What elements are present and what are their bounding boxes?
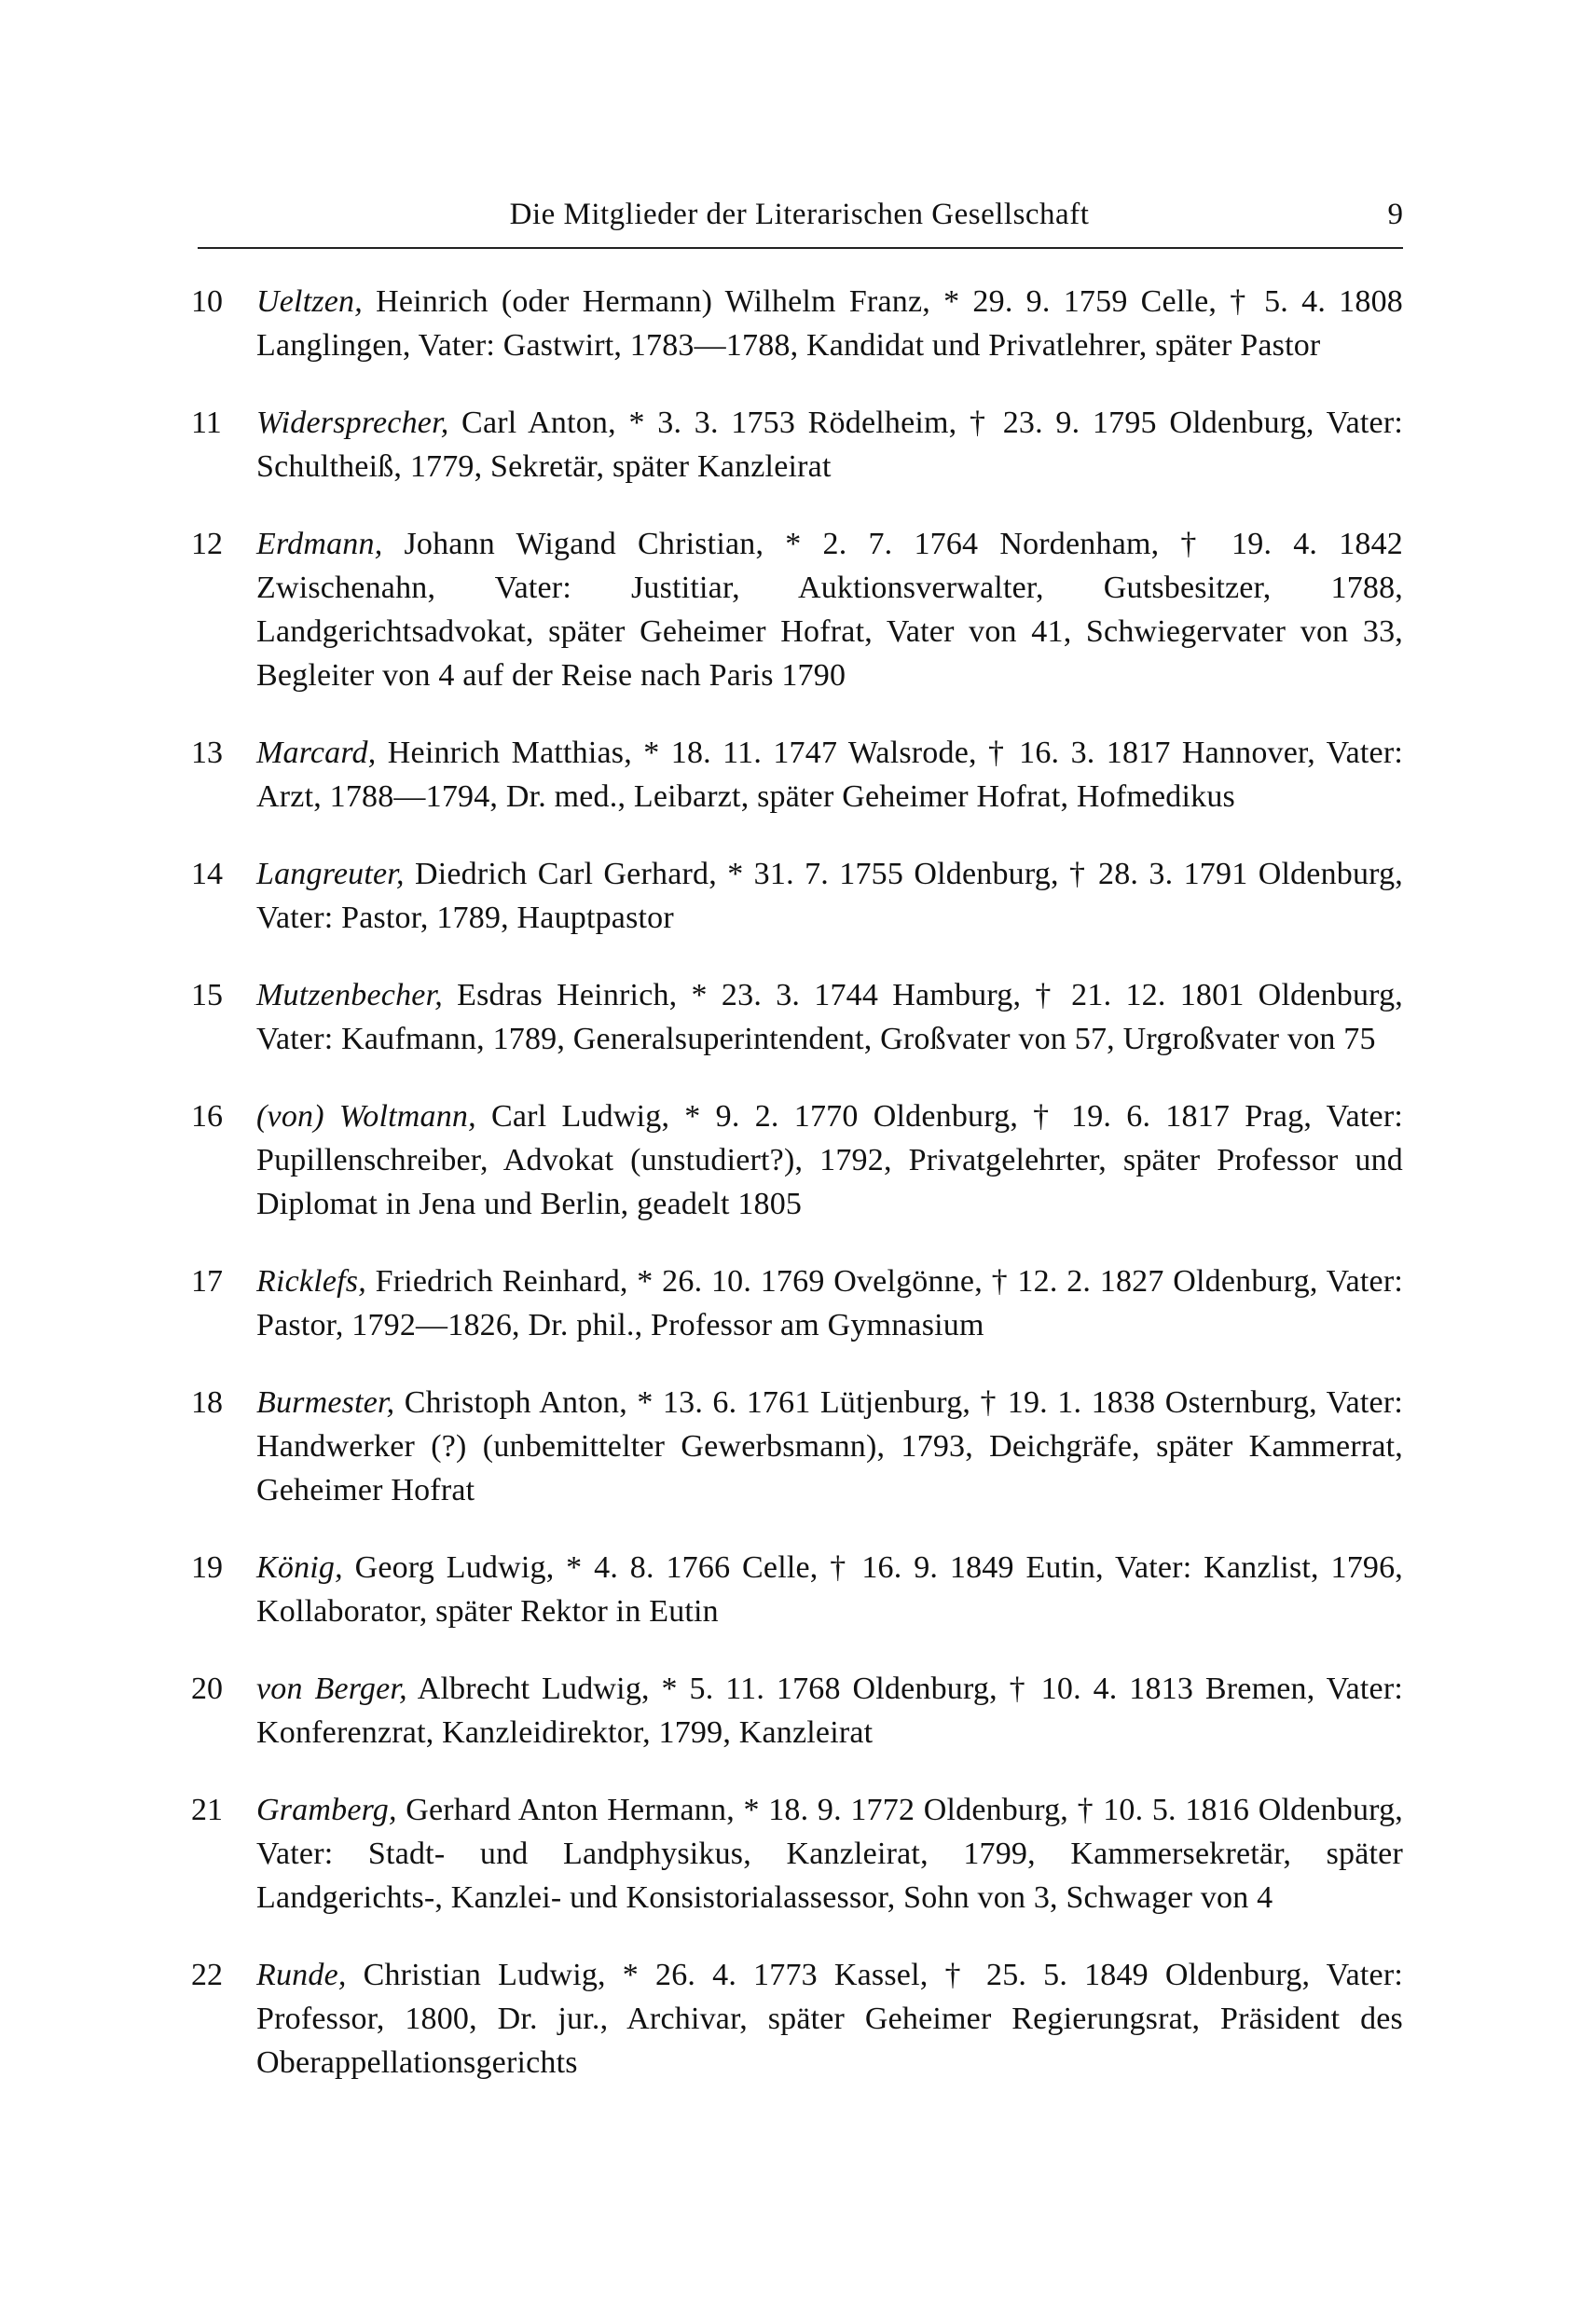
entry-text [256, 973, 1403, 1061]
entry-details: Georg Ludwig, * 4. 8. 1766 Celle, † 16. 9. 1849 Eutin, Vater: Kanzlist, 1796, Kollaborator, später Rektor in Eutin [256, 1550, 1403, 1629]
member-entry [191, 1667, 1403, 1755]
page-number: 9 [1387, 198, 1403, 231]
entry-number: 13 [191, 736, 223, 770]
entry-text [256, 1667, 1403, 1755]
member-entry [191, 522, 1403, 697]
entry-surname: von Berger, [256, 1672, 407, 1706]
member-entry [191, 1953, 1403, 2085]
entry-text [256, 1094, 1403, 1226]
entry-surname: Marcard, [256, 736, 377, 770]
entry-surname: Gramberg, [256, 1793, 397, 1827]
member-entry [191, 401, 1403, 489]
entry-text [256, 731, 1403, 819]
entry-text [256, 280, 1403, 367]
entry-text [256, 401, 1403, 489]
entry-surname: Ueltzen, [256, 284, 363, 319]
entry-number: 18 [191, 1385, 223, 1420]
entry-number: 15 [191, 978, 223, 1012]
entry-surname: Erdmann, [256, 527, 383, 561]
member-entry [191, 1381, 1403, 1512]
entry-text [256, 1381, 1403, 1512]
entry-text [256, 852, 1403, 940]
entry-surname: Mutzenbecher, [256, 978, 443, 1012]
entry-number: 19 [191, 1550, 223, 1585]
entry-details: Christian Ludwig, * 26. 4. 1773 Kassel, † 25. 5. 1849 Oldenburg, Vater: Professor, 1800, Dr. jur., Archivar, später Geheimer Regierungsrat, Präsident des Oberappellationsgerichts [256, 1958, 1403, 2080]
entry-details: Carl Anton, * 3. 3. 1753 Rödelheim, † 23. 9. 1795 Oldenburg, Vater: Schultheiß, 1779, Sekretär, später Kanzleirat [256, 406, 1403, 484]
member-list [191, 280, 1403, 2118]
entry-text [256, 1259, 1403, 1347]
entry-details: Diedrich Carl Gerhard, * 31. 7. 1755 Oldenburg, † 28. 3. 1791 Oldenburg, Vater: Pastor, 1789, Hauptpastor [256, 857, 1403, 935]
entry-number: 14 [191, 857, 223, 891]
entry-number: 21 [191, 1793, 223, 1827]
entry-surname: Runde, [256, 1958, 347, 1992]
entry-surname: Langreuter, [256, 857, 405, 891]
member-entry [191, 1094, 1403, 1226]
member-entry [191, 1546, 1403, 1633]
entry-text [256, 1546, 1403, 1633]
entry-number: 11 [191, 406, 222, 440]
member-entry [191, 852, 1403, 940]
entry-surname: (von) Woltmann, [256, 1099, 476, 1134]
entry-text [256, 522, 1403, 697]
member-entry [191, 1788, 1403, 1920]
entry-details: Friedrich Reinhard, * 26. 10. 1769 Ovelgönne, † 12. 2. 1827 Oldenburg, Vater: Pastor, 1792—1826, Dr. phil., Professor am Gymnasium [256, 1264, 1403, 1342]
running-head [196, 191, 1403, 238]
member-entry [191, 973, 1403, 1061]
entry-details: Albrecht Ludwig, * 5. 11. 1768 Oldenburg, † 10. 4. 1813 Bremen, Vater: Konferenzrat, Kanzleidirektor, 1799, Kanzleirat [256, 1672, 1403, 1750]
member-entry [191, 1259, 1403, 1347]
entry-surname: Ricklefs, [256, 1264, 366, 1299]
entry-text [256, 1788, 1403, 1920]
entry-surname: König, [256, 1550, 343, 1585]
entry-number: 10 [191, 284, 223, 319]
running-title: Die Mitglieder der Literarischen Gesellschaft [509, 198, 1090, 231]
entry-number: 20 [191, 1672, 223, 1706]
entry-number: 16 [191, 1099, 223, 1134]
entry-details: Gerhard Anton Hermann, * 18. 9. 1772 Oldenburg, † 10. 5. 1816 Oldenburg, Vater: Stadt- und Landphysikus, Kanzleirat, 1799, Kammersekretär, später Landgerichts-, Kanzlei- und Konsistorialassessor, Sohn von 3, Schwager von 4 [256, 1793, 1403, 1915]
entry-number: 12 [191, 527, 223, 561]
entry-details: Christoph Anton, * 13. 6. 1761 Lütjenburg, † 19. 1. 1838 Osternburg, Vater: Handwerker (?) (unbemittelter Gewerbsmann), 1793, Deichgräfe, später Kammerrat, Geheimer Hofrat [256, 1385, 1403, 1507]
member-entry [191, 731, 1403, 819]
entry-details: Esdras Heinrich, * 23. 3. 1744 Hamburg, † 21. 12. 1801 Oldenburg, Vater: Kaufmann, 1789, Generalsuperintendent, Großvater von 57, Urgroßvater von 75 [256, 978, 1403, 1056]
entry-surname: Burmester, [256, 1385, 395, 1420]
entry-details: Heinrich (oder Hermann) Wilhelm Franz, * 29. 9. 1759 Celle, † 5. 4. 1808 Langlingen, Vater: Gastwirt, 1783—1788, Kandidat und Privatlehrer, später Pastor [256, 284, 1403, 363]
entry-surname: Widersprecher, [256, 406, 449, 440]
entry-details: Heinrich Matthias, * 18. 11. 1747 Walsrode, † 16. 3. 1817 Hannover, Vater: Arzt, 1788—1794, Dr. med., Leibarzt, später Geheimer Hofrat, Hofmedikus [256, 736, 1403, 814]
entry-number: 22 [191, 1958, 223, 1992]
entry-details: Johann Wigand Christian, * 2. 7. 1764 Nordenham, † 19. 4. 1842 Zwischenahn, Vater: Justitiar, Auktionsverwalter, Gutsbesitzer, 1788, Landgerichtsadvokat, später Geheimer Hofrat, Vater von 41, Schwiegervater von 33, Begleiter von 4 auf der Reise nach Paris 1790 [256, 527, 1403, 693]
member-entry [191, 280, 1403, 367]
entry-text [256, 1953, 1403, 2085]
entry-number: 17 [191, 1264, 223, 1299]
header-rule [198, 247, 1403, 249]
entry-details: Carl Ludwig, * 9. 2. 1770 Oldenburg, † 19. 6. 1817 Prag, Vater: Pupillenschreiber, Advokat (unstudiert?), 1792, Privatgelehrter, später Professor und Diplomat in Jena und Berlin, geadelt 1805 [256, 1099, 1403, 1221]
